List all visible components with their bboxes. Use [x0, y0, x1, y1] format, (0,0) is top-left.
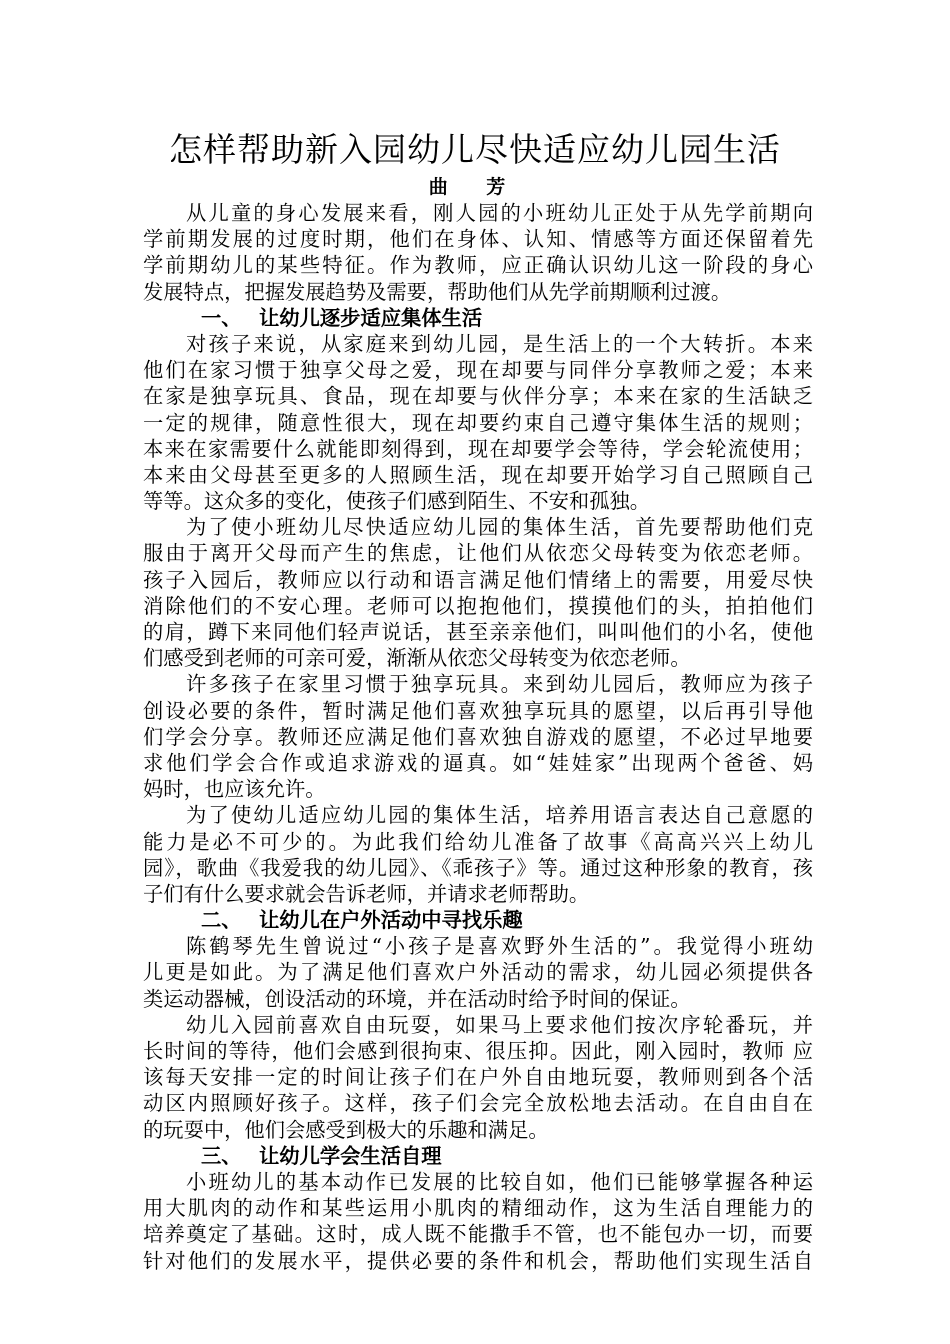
- body-paragraph-line: 为了使小班幼儿尽快适应幼儿园的集体生活，首先要帮助他们克: [186, 515, 813, 540]
- body-paragraph-line: 许多孩子在家里习惯于独享玩具。来到幼儿园后，教师应为孩子: [186, 672, 813, 697]
- body-paragraph-line: 能力是必不可少的。为此我们给幼儿准备了故事《高高兴兴上幼儿: [143, 829, 813, 854]
- document-author: 曲 芳: [428, 176, 522, 198]
- intro-paragraph-line: 从儿童的身心发展来看，刚人园的小班幼儿正处于从先学前期向: [186, 201, 813, 225]
- body-paragraph-line: 等等。这众多的变化，使孩子们感到陌生、不安和孤独。: [143, 489, 651, 514]
- document-body: [143, 200, 813, 1274]
- document-title: 怎样帮助新入园幼儿尽快适应幼儿园生活: [169, 130, 781, 169]
- intro-paragraph-line: 学前期发展的过度时期，他们在身体、认知、情感等方面还保留着先: [143, 227, 813, 252]
- section-heading-text: 让幼儿学会生活自理: [259, 1143, 442, 1168]
- intro-paragraph-line: 学前期幼儿的某些特征。作为教师，应正确认识幼儿这一阶段的身心: [143, 253, 813, 278]
- body-paragraph-line: 在家是独享玩具、食品，现在却要与伙伴分享；本来在家的生活缺乏: [143, 384, 813, 409]
- body-paragraph-line: 小班幼儿的基本动作已发展的比较自如，他们已能够掌握各种运: [186, 1169, 813, 1194]
- section-number: 一、: [201, 305, 242, 330]
- body-paragraph-line: 用大肌肉的动作和某些运用小肌肉的精细动作，这为生活自理能力的: [143, 1196, 813, 1221]
- body-paragraph-line: 求他们学会合作或追求游戏的逼真。如“娃娃家”出现两个爸爸、妈: [143, 750, 813, 775]
- body-paragraph-line: 消除他们的不安心理。老师可以抱抱他们，摸摸他们的头，拍拍他们: [143, 593, 813, 618]
- body-paragraph-line: 本来在家需要什么就能即刻得到，现在却要学会等待，学会轮流使用；: [143, 436, 813, 461]
- body-paragraph-line: 服由于离开父母而产生的焦虑，让他们从依恋父母转变为依恋老师。: [143, 541, 813, 566]
- section-number: 三、: [201, 1143, 242, 1168]
- section-heading-text: 让幼儿在户外活动中寻找乐趣: [259, 908, 523, 933]
- body-paragraph-line: 子们有什么要求就会告诉老师，并请求老师帮助。: [143, 881, 590, 906]
- body-paragraph-line: 长时间的等待，他们会感到很拘束、很压抑。因此，刚入园时，教师 应: [143, 1039, 813, 1063]
- body-paragraph-line: 陈鹤琴先生曾说过“小孩子是喜欢野外生活的”。我觉得小班幼: [186, 934, 813, 959]
- body-paragraph-line: 一定的规律，随意性很大，现在却要约束自己遵守集体生活的规则；: [143, 410, 813, 435]
- body-paragraph-line: 儿更是如此。为了满足他们喜欢户外活动的需求，幼儿园必须提供各: [143, 960, 813, 985]
- body-paragraph-line: 该每天安排一定的时间让孩子们在户外自由地玩耍，教师则到各个活: [143, 1065, 813, 1090]
- body-paragraph-line: 们学会分享。教师还应满足他们喜欢独自游戏的愿望，不必过早地要: [143, 724, 813, 749]
- section-heading: [143, 907, 813, 933]
- intro-paragraph-line: 发展特点，把握发展趋势及需要，帮助他们从先学前期顺利过渡。: [143, 279, 732, 304]
- body-paragraph-line: 幼儿入园前喜欢自由玩耍，如果马上要求他们按次序轮番玩，并: [186, 1012, 813, 1037]
- body-paragraph-line: 的肩，蹲下来同他们轻声说话，甚至亲亲他们，叫叫他们的小名，使他: [143, 620, 813, 644]
- body-paragraph-line: 孩子入园后，教师应以行动和语言满足他们情绪上的需要，用爱尽快: [143, 567, 813, 592]
- body-paragraph-line: 培养奠定了基础。这时，成人既不能撒手不管，也不能包办一切，而要: [143, 1222, 813, 1247]
- body-paragraph-line: 他们在家习惯于独享父母之爱，现在却要与同伴分享教师之爱；本来: [143, 358, 813, 383]
- body-paragraph-line: 们感受到老师的可亲可爱，渐渐从依恋父母转变为依恋老师。: [143, 646, 691, 671]
- section-number: 二、: [201, 908, 242, 933]
- section-heading-text: 让幼儿逐步适应集体生活: [259, 305, 483, 330]
- body-paragraph-line: 妈时，也应该允许。: [143, 777, 326, 802]
- section-heading: [143, 305, 813, 331]
- body-paragraph-line: 针对他们的发展水平，提供必要的条件和机会，帮助他们实现生活自: [143, 1248, 813, 1273]
- section-heading: [143, 1143, 813, 1169]
- body-paragraph-line: 的玩耍中，他们会感受到极大的乐趣和满足。: [143, 1117, 549, 1142]
- body-paragraph-line: 动区内照顾好孩子。这样，孩子们会完全放松地去活动。在自由自在: [143, 1091, 813, 1116]
- body-paragraph-line: 为了使幼儿适应幼儿园的集体生活，培养用语言表达自己意愿的: [186, 803, 813, 828]
- body-paragraph-line: 园》，歌曲《我爱我的幼儿园》、《乖孩子》等。通过这种形象的教育，孩: [143, 855, 813, 880]
- body-paragraph-line: 创设必要的条件，暂时满足他们喜欢独享玩具的愿望，以后再引导他: [143, 698, 813, 723]
- body-paragraph-line: 类运动器械，创设活动的环境，并在活动时给予时间的保证。: [143, 986, 691, 1011]
- body-paragraph-line: 对孩子来说，从家庭来到幼儿园，是生活上的一个大转折。本来: [186, 331, 813, 356]
- body-paragraph-line: 本来由父母甚至更多的人照顾生活，现在却要开始学习自己照顾自己: [143, 462, 813, 487]
